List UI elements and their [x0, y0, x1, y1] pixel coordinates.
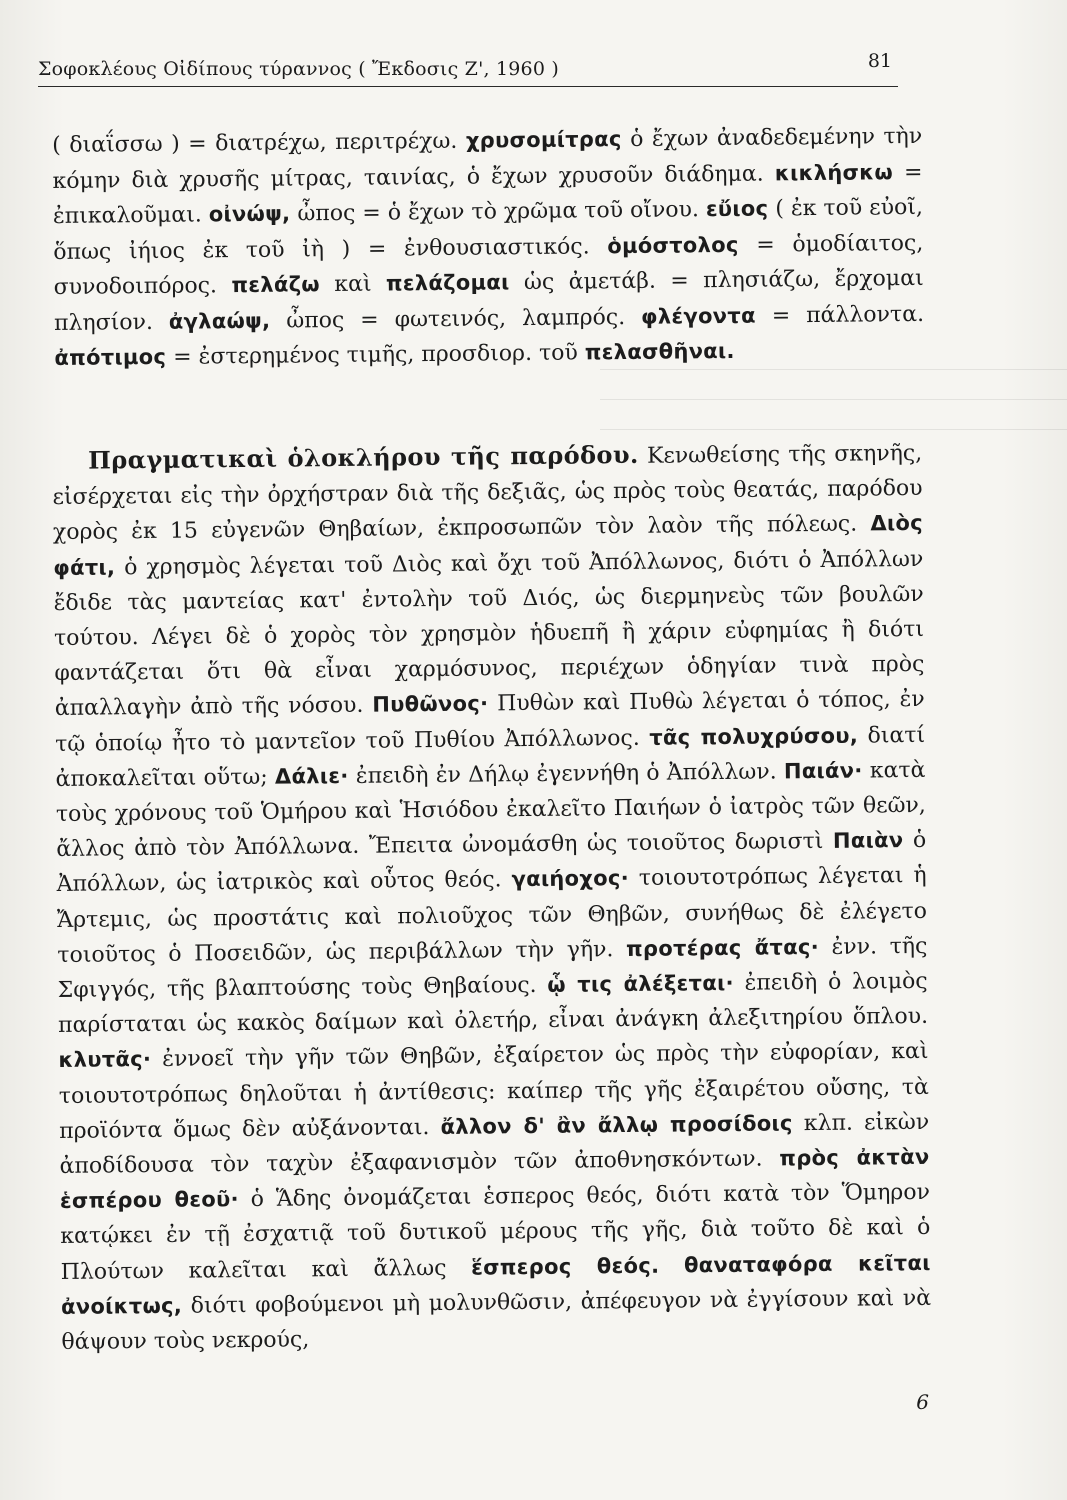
gloss-text: ὦπος = φωτεινός, λαμπρός. [270, 304, 642, 334]
gloss-text: ( διαΐσσω ) = διατρέχω, περιτρέχω. [52, 128, 467, 158]
glossary-section [52, 119, 925, 377]
parodos-text: ἐπειδὴ ἐν Δήλῳ ἐγεννήθη ὁ Ἀπόλλων. [348, 759, 785, 789]
parodos-text [659, 1253, 684, 1278]
gloss-term: πελασθῆναι. [584, 338, 735, 365]
parodos-text: διατί ἀποκαλεῖται οὕτω; [55, 722, 926, 792]
parodos-term: γαιήοχος· [511, 866, 630, 892]
running-header [38, 48, 898, 87]
parodos-term: Παιὰν [832, 828, 904, 854]
parodos-text: Πυθὼν καὶ Πυθὼ λέγεται ὁ τόπος, ἐν τῷ ὁποίῳ ἦτο τὸ μαντεῖον τοῦ Πυθίου Ἀπόλλωνος. [55, 687, 925, 757]
gloss-text: ὡς ἀμετάβ. = πλησιάζω, ἔρχομαι πλησίον. [53, 265, 924, 336]
parodos-term: κλυτᾶς· [58, 1047, 152, 1073]
gloss-term: οἰνώψ, [208, 201, 291, 227]
parodos-term: τᾶς πολυχρύσου, [649, 723, 859, 750]
parodos-term: προτέρας ἄτας· [625, 934, 820, 961]
parodos-text: Κενωθείσης τῆς σκηνῆς, εἰσέρχεται εἰς τὴν ὀρχήστραν διὰ τῆς δεξιᾶς, ὡς πρὸς τοὺς θεατάς, παρόδου χορὸς ἐκ 15 εὐγενῶν Θηβαίων, ἐκπροσωπῶν τὸν λαὸν τῆς πόλεως. [52, 440, 923, 546]
parodos-term: Πυθῶνος· [372, 691, 489, 718]
gloss-term: ἀγλαώψ, [168, 308, 271, 334]
parodos-text: ὁ Ἀπόλλων, ὡς ἰατρικὸς καὶ οὗτος θεός. [56, 828, 927, 898]
gloss-term: εὔιος [705, 196, 769, 222]
gloss-text: καὶ [319, 271, 387, 298]
parodos-text: κατὰ τοὺς χρόνους τοῦ Ὁμήρου καὶ Ἡσιόδου ἐκαλεῖτο Παιήων ὁ ἰατρὸς τῶν θεῶν, ἄλλος ἀπὸ τὸν Ἀπόλλωνα. Ἔπειτα ὠνομάσθη ὡς τοιοῦτος δωριστὶ [55, 757, 926, 863]
parodos-section [52, 434, 932, 1360]
gloss-text: = πάλλοντα. [755, 301, 925, 329]
parodos-term: Δάλιε· [274, 763, 349, 789]
parodos-term: Διὸς φάτι, [53, 511, 924, 580]
parodos-text: κλπ. εἰκὼν ἀποδίδουσα τὸν ταχὺν ἐξαφανισμὸν τῶν ἀποθνησκόντων. [59, 1109, 930, 1180]
section-heading: Πραγματικαὶ ὁλοκλήρου τῆς παρόδου. [88, 439, 639, 475]
gloss-text: ὦπος = ὁ ἔχων τὸ χρῶμα τοῦ οἴνου. [290, 197, 707, 227]
signature-mark: 6 [916, 1390, 929, 1414]
parodos-paragraph [52, 434, 932, 1360]
parodos-term: θαναταφόρα κεῖται ἀνοίκτως, [60, 1250, 931, 1319]
parodos-term: ᾧ τις ἀλέξεται· [547, 970, 734, 997]
parodos-term: Παιάν· [783, 758, 863, 784]
parodos-text: τοιουτοτρόπως λέγεται ἡ Ἄρτεμις, ὡς προστάτις καὶ πολιοῦχος τῶν Θηβῶν, συνήθως δὲ ἐλέγετο τοιοῦτος ὁ Ποσειδῶν, ὡς περιβάλλων τὴν γῆν. [56, 863, 928, 968]
parodos-text: ὁ Ἅδης ὀνομάζεται ἑσπερος θεός, διότι κατὰ τὸν Ὅμηρον κατῴκει ἐν τῇ ἐσχατιᾷ τοῦ δυτικοῦ μέρους τῆς γῆς, διὰ τοῦτο δὲ καὶ ὁ Πλούτων καλεῖται καὶ ἄλλως [60, 1180, 931, 1285]
gloss-term: χρυσομίτρας [465, 127, 622, 153]
gloss-text: ( ἐκ τοῦ εὐοῖ, ὅπως ἰήιος ἐκ τοῦ ἰὴ ) = ἐνθουσιαστικός. [53, 194, 924, 265]
parodos-text: ἐννοεῖ τὴν γῆν τῶν Θηβῶν, ἐξαίρετον ὡς πρὸς τὴν εὐφορίαν, καὶ τοιουτοτρόπως δηλοῦται ἡ ἀντίθεσις: καίπερ τῆς γῆς ἐξαιρέτου οὔσης, τὰ προϊόντα ὅμως δὲν αὐξάνονται. [58, 1039, 929, 1144]
page-number: 81 [867, 50, 892, 72]
parodos-text: ἐνν. τῆς Σφιγγός, τῆς βλαπτούσης τοὺς Θηβαίους. [57, 933, 928, 1004]
parodos-text: διότι φοβούμενοι μὴ μολυνθῶσιν, ἀπέφευγον νὰ ἐγγίσουν καὶ νὰ θάψουν τοὺς νεκρούς, [61, 1285, 932, 1356]
gloss-term: κικλήσκω [774, 159, 894, 185]
gloss-term: ἀπότιμος [54, 344, 167, 370]
parodos-term: ἕσπερος θεός. [471, 1253, 660, 1280]
parodos-term: ἄλλον δ' ἂν ἄλλῳ προσίδοις [440, 1111, 793, 1139]
parodos-text: ὁ χρησμὸς λέγεται τοῦ Διὸς καὶ ὄχι τοῦ Ἀπόλλωνος, διότι ὁ Ἀπόλλων ἔδιδε τὰς μαντείας κατ' ἐντολὴν τοῦ Διός, ὡς διερμηνεὺς τῶν βουλῶν τούτου. Λέγει δὲ ὁ χορὸς τὸν χρησμὸν ἡδυεπῆ ἢ χάριν εὐφημίας ἢ διότι φαντάζεται ὅτι θὰ εἶναι χαρμόσυνος, περιέχων ὁδηγίαν τινὰ πρὸς ἀπαλλαγὴν ἀπὸ τῆς νόσου. [53, 546, 925, 722]
header-title: Σοφοκλέους Οἰδίπους τύραννος ( Ἔκδοσις Ζ', 1960 ) [38, 58, 559, 80]
gloss-text: ὁ ἔχων ἀναδεδεμένην τὴν κόμην διὰ χρυσῆς μίτρας, ταινίας, ὁ ἔχων χρυσοῦν διάδημα. [52, 123, 923, 194]
glossary-paragraph [52, 119, 925, 377]
gloss-text: = ἐστερημένος τιμῆς, προσδιορ. τοῦ [166, 340, 585, 370]
parodos-text: ἐπειδὴ ὁ λοιμὸς παρίσταται ὡς κακὸς δαίμων καὶ ὀλετήρ, εἶναι ἀνάγκη ἀλεξιτηρίου ὅπλου. [57, 968, 929, 1039]
gloss-text: = ὁμοδίαιτος, συνοδοιπόρος. [53, 230, 924, 300]
gloss-text: = ἐπικαλοῦμαι. [52, 159, 923, 229]
gloss-term: ὁμόστολος [607, 232, 739, 258]
gloss-term: φλέγοντα [640, 303, 756, 329]
parodos-term: πρὸς ἀκτὰν ἑσπέρου θεοῦ· [59, 1144, 930, 1214]
gloss-term: πελάζω [231, 272, 321, 298]
gloss-term: πελάζομαι [385, 270, 510, 296]
